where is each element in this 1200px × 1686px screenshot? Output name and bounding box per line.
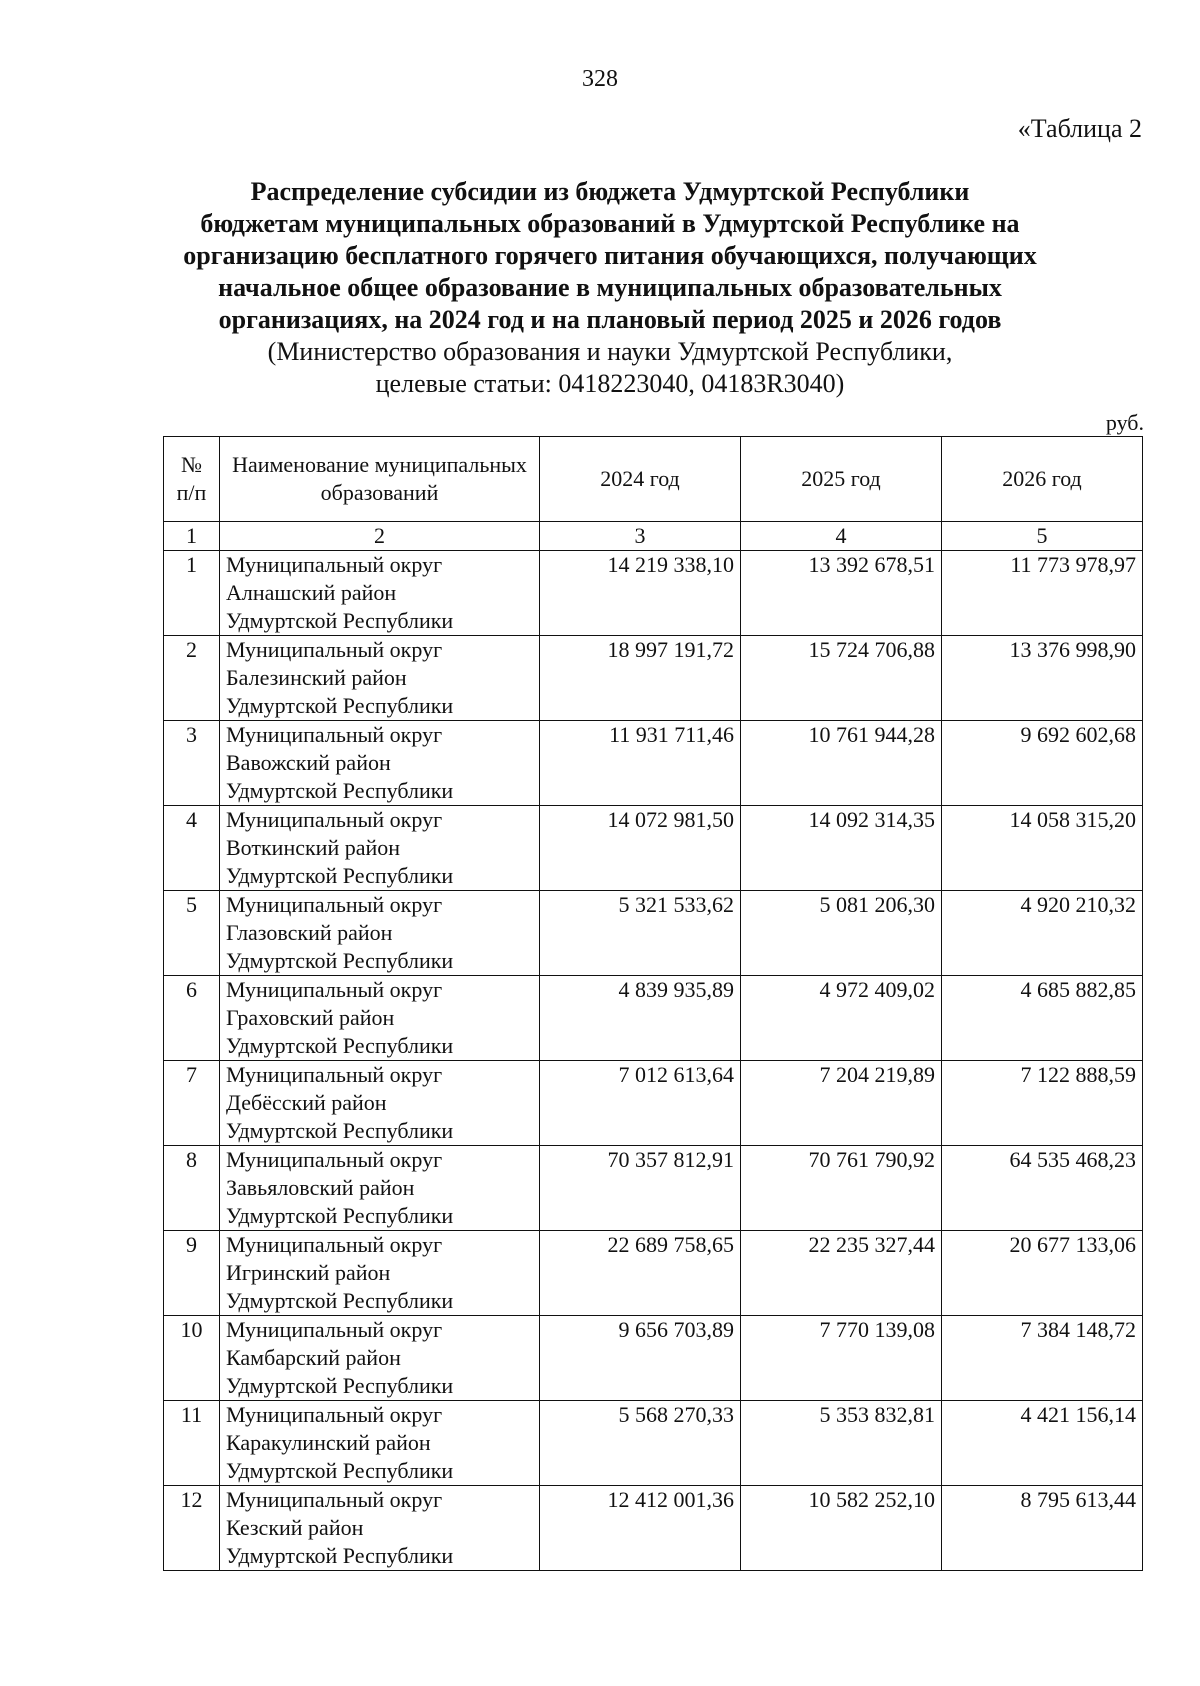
amount-2026: 14 058 315,20 xyxy=(942,806,1143,891)
municipality-name-line: Вавожский район xyxy=(226,750,391,775)
amount-2026: 7 122 888,59 xyxy=(942,1061,1143,1146)
row-number: 11 xyxy=(164,1401,220,1486)
municipality-name-line: Муниципальный округ xyxy=(226,1147,443,1172)
row-number: 3 xyxy=(164,721,220,806)
municipality-name xyxy=(220,1146,540,1231)
municipality-name xyxy=(220,891,540,976)
header-name: Наименование муниципальных образований xyxy=(220,437,540,522)
municipality-name-line: Муниципальный округ xyxy=(226,1232,443,1257)
municipality-name-line: Удмуртской Республики xyxy=(226,1033,454,1058)
municipality-name-line: Удмуртской Республики xyxy=(226,1118,454,1143)
amount-2024: 5 568 270,33 xyxy=(540,1401,741,1486)
title-line: бюджетам муниципальных образований в Удмуртской Республике на xyxy=(200,209,1020,238)
table-row xyxy=(164,636,1143,721)
municipality-name-line: Муниципальный округ xyxy=(226,1487,443,1512)
amount-2024: 70 357 812,91 xyxy=(540,1146,741,1231)
municipality-name-line: Удмуртской Республики xyxy=(226,1458,454,1483)
amount-2025: 5 081 206,30 xyxy=(741,891,942,976)
amount-2024: 14 219 338,10 xyxy=(540,551,741,636)
row-number: 10 xyxy=(164,1316,220,1401)
table-header-row xyxy=(164,437,1143,522)
municipality-name xyxy=(220,1486,540,1571)
amount-2025: 10 582 252,10 xyxy=(741,1486,942,1571)
header-2024: 2024 год xyxy=(540,437,741,522)
document-title xyxy=(120,176,1100,400)
amount-2026: 8 795 613,44 xyxy=(942,1486,1143,1571)
municipality-name-line: Игринский район xyxy=(226,1260,391,1285)
row-number: 9 xyxy=(164,1231,220,1316)
amount-2025: 13 392 678,51 xyxy=(741,551,942,636)
column-number: 5 xyxy=(942,522,1143,551)
municipality-name xyxy=(220,976,540,1061)
table-row xyxy=(164,1061,1143,1146)
municipality-name xyxy=(220,721,540,806)
municipality-name-line: Удмуртской Республики xyxy=(226,778,454,803)
municipality-name-line: Алнашский район xyxy=(226,580,397,605)
municipality-name-line: Воткинский район xyxy=(226,835,401,860)
amount-2026: 4 685 882,85 xyxy=(942,976,1143,1061)
amount-2026: 20 677 133,06 xyxy=(942,1231,1143,1316)
municipality-name-line: Граховский район xyxy=(226,1005,395,1030)
municipality-name-line: Камбарский район xyxy=(226,1345,401,1370)
subtitle-line: целевые статьи: 0418223040, 04183R3040) xyxy=(375,369,845,398)
unit-label: руб. xyxy=(1105,410,1144,435)
title-line: организациях, на 2024 год и на плановый период 2025 и 2026 годов xyxy=(218,305,1002,334)
municipality-name-line: Балезинский район xyxy=(226,665,407,690)
title-line: Распределение субсидии из бюджета Удмуртской Республики xyxy=(250,177,970,206)
amount-2024: 14 072 981,50 xyxy=(540,806,741,891)
municipality-name-line: Каракулинский район xyxy=(226,1430,431,1455)
row-number: 2 xyxy=(164,636,220,721)
amount-2024: 5 321 533,62 xyxy=(540,891,741,976)
row-number: 4 xyxy=(164,806,220,891)
municipality-name-line: Муниципальный округ xyxy=(226,1317,443,1342)
amount-2026: 64 535 468,23 xyxy=(942,1146,1143,1231)
table-row xyxy=(164,1401,1143,1486)
row-number: 1 xyxy=(164,551,220,636)
row-number: 5 xyxy=(164,891,220,976)
municipality-name-line: Муниципальный округ xyxy=(226,722,443,747)
amount-2024: 22 689 758,65 xyxy=(540,1231,741,1316)
title-line: организацию бесплатного горячего питания обучающихся, получающих xyxy=(183,241,1037,270)
municipality-name-line: Дебёсский район xyxy=(226,1090,387,1115)
amount-2025: 70 761 790,92 xyxy=(741,1146,942,1231)
amount-2025: 14 092 314,35 xyxy=(741,806,942,891)
row-number: 7 xyxy=(164,1061,220,1146)
amount-2024: 9 656 703,89 xyxy=(540,1316,741,1401)
amount-2025: 5 353 832,81 xyxy=(741,1401,942,1486)
municipality-name-line: Кезский район xyxy=(226,1515,364,1540)
municipality-name xyxy=(220,551,540,636)
amount-2026: 11 773 978,97 xyxy=(942,551,1143,636)
amount-2026: 7 384 148,72 xyxy=(942,1316,1143,1401)
table-body xyxy=(164,551,1143,1571)
municipality-name xyxy=(220,636,540,721)
table-row xyxy=(164,891,1143,976)
municipality-name-line: Удмуртской Республики xyxy=(226,863,454,888)
municipality-name-line: Муниципальный округ xyxy=(226,552,443,577)
municipality-name-line: Завьяловский район xyxy=(226,1175,415,1200)
table-row xyxy=(164,806,1143,891)
municipality-name-line: Муниципальный округ xyxy=(226,637,443,662)
table-row xyxy=(164,1231,1143,1316)
municipality-name-line: Глазовский район xyxy=(226,920,393,945)
municipality-name-line: Удмуртской Республики xyxy=(226,693,454,718)
municipality-name-line: Муниципальный округ xyxy=(226,1062,443,1087)
amount-2025: 7 204 219,89 xyxy=(741,1061,942,1146)
municipality-name-line: Удмуртской Республики xyxy=(226,1203,454,1228)
municipality-name-line: Удмуртской Республики xyxy=(226,1543,454,1568)
municipality-name-line: Удмуртской Республики xyxy=(226,1373,454,1398)
amount-2024: 12 412 001,36 xyxy=(540,1486,741,1571)
amount-2024: 18 997 191,72 xyxy=(540,636,741,721)
municipality-name xyxy=(220,1061,540,1146)
amount-2025: 4 972 409,02 xyxy=(741,976,942,1061)
amount-2024: 11 931 711,46 xyxy=(540,721,741,806)
subtitle-line: (Министерство образования и науки Удмуртской Республики, xyxy=(267,337,953,366)
header-no: № п/п xyxy=(164,437,220,522)
amount-2025: 10 761 944,28 xyxy=(741,721,942,806)
row-number: 12 xyxy=(164,1486,220,1571)
municipality-name-line: Муниципальный округ xyxy=(226,1402,443,1427)
amount-2026: 4 421 156,14 xyxy=(942,1401,1143,1486)
budget-table xyxy=(163,436,1143,1571)
municipality-name-line: Удмуртской Республики xyxy=(226,948,454,973)
table-row xyxy=(164,1486,1143,1571)
amount-2026: 9 692 602,68 xyxy=(942,721,1143,806)
municipality-name xyxy=(220,1231,540,1316)
municipality-name xyxy=(220,806,540,891)
column-numbers-row xyxy=(164,522,1143,551)
column-number: 2 xyxy=(220,522,540,551)
page-number: 328 xyxy=(582,66,618,92)
municipality-name xyxy=(220,1316,540,1401)
table-row xyxy=(164,721,1143,806)
municipality-name-line: Удмуртской Республики xyxy=(226,1288,454,1313)
amount-2025: 15 724 706,88 xyxy=(741,636,942,721)
municipality-name-line: Удмуртской Республики xyxy=(226,608,454,633)
municipality-name-line: Муниципальный округ xyxy=(226,807,443,832)
amount-2024: 7 012 613,64 xyxy=(540,1061,741,1146)
header-2025: 2025 год xyxy=(741,437,942,522)
amount-2025: 7 770 139,08 xyxy=(741,1316,942,1401)
amount-2025: 22 235 327,44 xyxy=(741,1231,942,1316)
row-number: 8 xyxy=(164,1146,220,1231)
municipality-name xyxy=(220,1401,540,1486)
municipality-name-line: Муниципальный округ xyxy=(226,892,443,917)
table-row xyxy=(164,1146,1143,1231)
column-number: 3 xyxy=(540,522,741,551)
column-number: 4 xyxy=(741,522,942,551)
amount-2026: 4 920 210,32 xyxy=(942,891,1143,976)
amount-2026: 13 376 998,90 xyxy=(942,636,1143,721)
header-2026: 2026 год xyxy=(942,437,1143,522)
table-label: «Таблица 2 xyxy=(1017,114,1142,143)
column-number: 1 xyxy=(164,522,220,551)
municipality-name-line: Муниципальный округ xyxy=(226,977,443,1002)
table-row xyxy=(164,551,1143,636)
table-row xyxy=(164,1316,1143,1401)
table-row xyxy=(164,976,1143,1061)
row-number: 6 xyxy=(164,976,220,1061)
title-line: начальное общее образование в муниципальных образовательных xyxy=(218,273,1002,302)
amount-2024: 4 839 935,89 xyxy=(540,976,741,1061)
